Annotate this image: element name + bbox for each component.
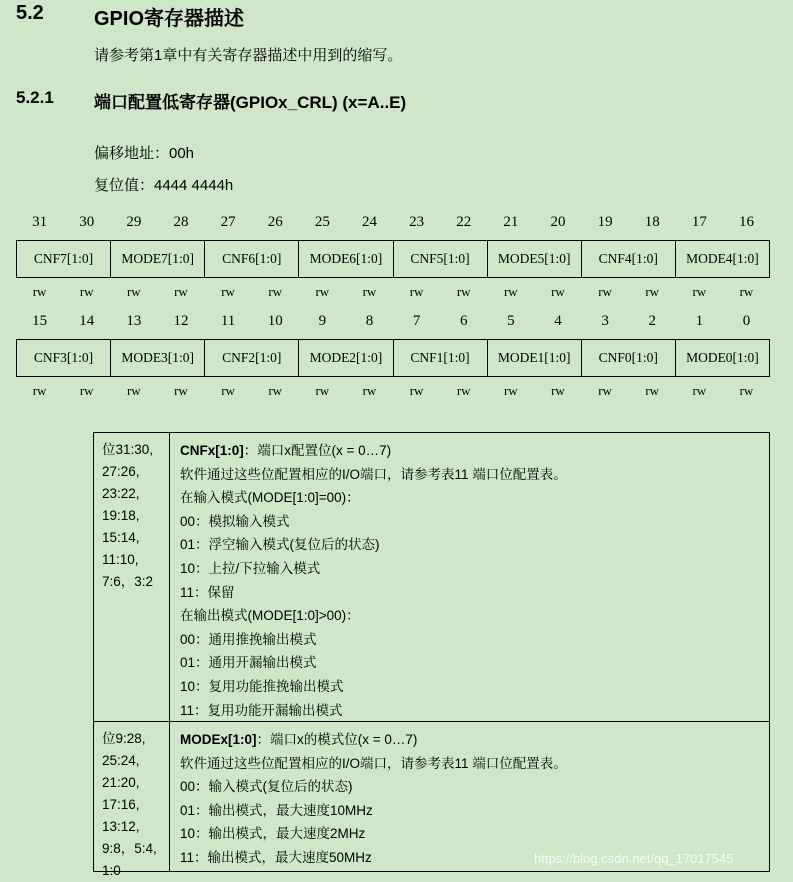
bit-number: 26 <box>267 214 283 230</box>
section-intro: 请参考第1章中有关寄存器描述中用到的缩写。 <box>94 47 403 64</box>
access-type: rw <box>126 383 141 398</box>
access-type: rw <box>268 284 283 299</box>
bit-number: 12 <box>173 313 189 329</box>
bit-number: 13 <box>126 313 142 329</box>
access-type: rw <box>315 284 330 299</box>
register-field: MODE1[1:0] <box>488 340 582 376</box>
register-field: CNF1[1:0] <box>394 340 488 376</box>
bit-number: 22 <box>456 214 472 230</box>
access-type: rw <box>79 383 94 398</box>
description-line: 10：输出模式，最大速度2MHz <box>180 826 366 842</box>
mode-description <box>180 728 765 870</box>
register-field: CNF3[1:0] <box>17 340 111 376</box>
mode-description-row <box>94 722 769 878</box>
cnf-description <box>180 439 765 722</box>
access-type: rw <box>598 284 612 299</box>
access-type: rw <box>409 284 424 299</box>
access-type: rw <box>221 383 235 398</box>
access-type: rw <box>268 383 283 398</box>
bit-range-line: 19:18, <box>102 508 140 523</box>
bit-number: 7 <box>412 313 421 329</box>
access-type: rw <box>409 383 424 398</box>
bit-number: 5 <box>507 313 515 329</box>
bit-range-line: 11:10, <box>102 552 139 567</box>
cnf-heading-rest: ：端口x配置位(x = 0…7) <box>243 443 392 458</box>
description-line: 01：通用开漏输出模式 <box>180 655 317 671</box>
access-type: rw <box>456 284 471 299</box>
access-type: rw <box>32 284 47 299</box>
bit-number: 8 <box>365 313 374 329</box>
description-line: 在输出模式(MODE[1:0]>00)： <box>180 608 360 624</box>
mode-heading-bold: MODEx[1:0] <box>180 732 257 747</box>
access-type: rw <box>315 383 330 398</box>
access-type: rw <box>692 284 707 299</box>
access-type: rw <box>221 284 235 299</box>
description-line: 11：保留 <box>180 584 235 600</box>
register-field: CNF4[1:0] <box>582 241 676 277</box>
bit-number: 4 <box>554 313 562 329</box>
bit-range-line: 位9:28, <box>102 731 146 746</box>
bit-number: 21 <box>503 214 519 230</box>
description-line: 在输入模式(MODE[1:0]=00)： <box>180 490 360 506</box>
register-field: CNF2[1:0] <box>205 340 299 376</box>
mode-bit-range <box>94 722 170 878</box>
bit-description-table <box>93 432 770 878</box>
bit-number: 2 <box>648 313 656 329</box>
register-field: CNF6[1:0] <box>205 241 299 277</box>
description-line: 11：输出模式，最大速度50MHz <box>180 849 372 865</box>
bit-number: 28 <box>173 214 189 230</box>
access-type: rw <box>362 284 377 299</box>
bit-number: 9 <box>318 313 327 329</box>
register-field: MODE5[1:0] <box>488 241 582 277</box>
bit-number: 20 <box>550 214 566 230</box>
subsection-number: 5.2.1 <box>16 88 54 107</box>
offset-address: 偏移地址：00h <box>94 145 195 162</box>
bit-number: 31 <box>32 214 48 230</box>
description-line: 01：输出模式，最大速度10MHz <box>180 802 373 818</box>
description-line: 10：复用功能推挽输出模式 <box>180 678 344 694</box>
register-field: CNF0[1:0] <box>582 340 676 376</box>
description-line: 软件通过这些位配置相应的I/O端口，请参考表11 端口位配置表。 <box>180 466 567 482</box>
low-access-row <box>16 383 770 401</box>
register-field: MODE0[1:0] <box>686 350 759 365</box>
reset-value: 复位值：4444 4444h <box>94 177 234 194</box>
bit-range-line: 15:14, <box>102 530 140 545</box>
register-field: CNF7[1:0] <box>17 241 111 277</box>
description-line: 00：输入模式(复位后的状态) <box>180 779 353 795</box>
description-line: 00：通用推挽输出模式 <box>180 631 317 647</box>
access-type: rw <box>32 383 47 398</box>
watermark: https://blog.csdn.net/qq_17017545 <box>534 851 734 866</box>
bit-number: 3 <box>601 313 609 329</box>
access-type: rw <box>551 383 565 398</box>
high-bit-numbers <box>16 214 770 234</box>
bit-number: 1 <box>695 313 704 329</box>
bit-number: 18 <box>644 214 660 230</box>
access-type: rw <box>645 383 660 398</box>
bit-number: 23 <box>409 214 425 230</box>
description-line: 10：上拉/下拉输入模式 <box>180 560 321 576</box>
bit-range-line: 位31:30, <box>102 442 154 457</box>
bit-number: 15 <box>32 313 48 329</box>
bit-number: 25 <box>314 214 330 230</box>
bit-range-line: 1:0 <box>102 863 121 878</box>
bit-number: 0 <box>742 313 751 329</box>
subsection-title: 端口配置低寄存器(GPIOx_CRL) (x=A..E) <box>94 93 407 112</box>
bit-number: 30 <box>79 214 95 230</box>
bit-number: 19 <box>597 214 613 230</box>
bit-number: 29 <box>126 214 142 230</box>
mode-heading-rest: ：端口x的模式位(x = 0…7) <box>256 732 418 747</box>
bit-range-line: 7:6，3:2 <box>102 574 154 589</box>
access-type: rw <box>126 284 141 299</box>
description-line: 11：复用功能开漏输出模式 <box>180 702 343 718</box>
access-type: rw <box>598 383 612 398</box>
access-type: rw <box>692 383 707 398</box>
access-type: rw <box>739 284 754 299</box>
low-register-row <box>16 339 770 377</box>
access-type: rw <box>174 383 188 398</box>
register-field: MODE2[1:0] <box>299 340 393 376</box>
bit-number: 24 <box>361 214 377 230</box>
bit-number: 14 <box>79 313 95 329</box>
access-type: rw <box>362 383 377 398</box>
bit-range-line: 23:22, <box>102 486 140 501</box>
bit-range-line: 27:26, <box>102 464 140 479</box>
high-register-row <box>16 240 770 278</box>
cnf-description-row <box>94 433 769 722</box>
access-type: rw <box>79 284 94 299</box>
register-field: MODE6[1:0] <box>299 241 393 277</box>
access-type: rw <box>503 383 518 398</box>
register-field: MODE7[1:0] <box>111 241 205 277</box>
cnf-heading-bold: CNFx[1:0] <box>180 443 244 458</box>
section-title: GPIO寄存器描述 <box>94 8 245 30</box>
description-line: 00：模拟输入模式 <box>180 513 290 529</box>
bit-range-line: 17:16, <box>102 797 140 812</box>
access-type: rw <box>174 284 188 299</box>
access-type: rw <box>503 284 518 299</box>
access-type: rw <box>645 284 660 299</box>
section-number: 5.2 <box>16 2 44 24</box>
low-bit-numbers <box>16 313 770 333</box>
bit-number: 10 <box>267 313 283 329</box>
description-line: 01：浮空输入模式(复位后的状态) <box>180 537 380 553</box>
bit-number: 17 <box>691 214 707 230</box>
bit-number: 27 <box>220 214 236 230</box>
register-field: MODE3[1:0] <box>111 340 205 376</box>
bit-number: 6 <box>459 313 468 329</box>
high-access-row <box>16 284 770 302</box>
bit-range-line: 13:12, <box>102 819 140 834</box>
register-field: CNF5[1:0] <box>394 241 488 277</box>
description-line: 软件通过这些位配置相应的I/O端口，请参考表11 端口位配置表。 <box>180 755 567 771</box>
access-type: rw <box>456 383 471 398</box>
access-type: rw <box>739 383 754 398</box>
bit-range-line: 21:20, <box>102 775 140 790</box>
bit-number: 16 <box>738 214 754 230</box>
cnf-bit-range <box>94 433 170 721</box>
register-field: MODE4[1:0] <box>686 251 759 266</box>
bit-number: 11 <box>220 313 236 329</box>
access-type: rw <box>551 284 565 299</box>
bit-range-line: 9:8，5:4, <box>102 841 157 856</box>
bit-range-line: 25:24, <box>102 753 140 768</box>
